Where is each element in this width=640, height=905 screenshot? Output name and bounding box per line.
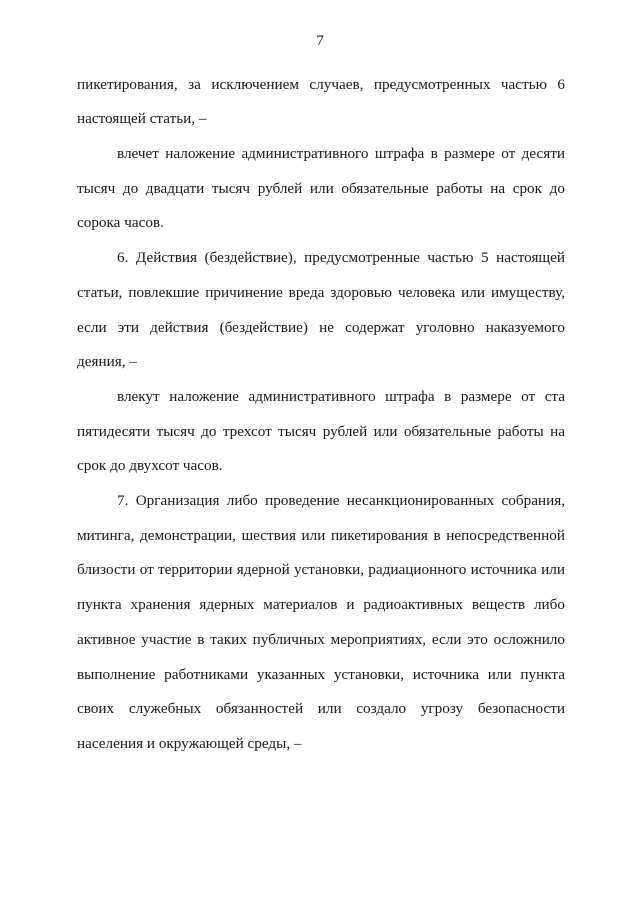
text-line: пятидесяти тысяч до трехсот тысяч рублей или обязательные работы на [77, 423, 565, 440]
text-line: активное участие в таких публичных мероприятиях, если это осложнило [77, 631, 565, 648]
text-line: влекут наложение административного штрафа в размере от ста [117, 388, 565, 405]
text-line: своих служебных обязанностей или создало угрозу безопасности [77, 700, 565, 717]
text-line: влечет наложение административного штрафа в размере от десяти [117, 145, 565, 162]
text-line: населения и окружающей среды, – [77, 735, 302, 752]
text-line: если эти действия (бездействие) не содержат уголовно наказуемого [77, 319, 565, 336]
text-line: пикетирования, за исключением случаев, предусмотренных частью 6 [77, 76, 565, 93]
text-line: близости от территории ядерной установки, радиационного источника или [77, 561, 565, 578]
text-line: настоящей статьи, – [77, 110, 207, 127]
text-line: 7. Организация либо проведение несанкционированных собрания, [117, 492, 565, 509]
text-line: тысяч до двадцати тысяч рублей или обязательные работы на срок до [77, 180, 565, 197]
page-number: 7 [316, 33, 324, 49]
text-line: сорока часов. [77, 214, 164, 231]
text-line: 6. Действия (бездействие), предусмотренные частью 5 настоящей [117, 249, 565, 266]
text-line: выполнение работниками указанных установки, источника или пункта [77, 666, 565, 683]
text-line: деяния, – [77, 353, 137, 370]
text-line: пункта хранения ядерных материалов и радиоактивных веществ либо [77, 596, 565, 613]
text-line: митинга, демонстрации, шествия или пикетирования в непосредственной [77, 527, 565, 544]
text-line: статьи, повлекшие причинение вреда здоровью человека или имуществу, [77, 284, 565, 301]
text-line: срок до двухсот часов. [77, 457, 223, 474]
